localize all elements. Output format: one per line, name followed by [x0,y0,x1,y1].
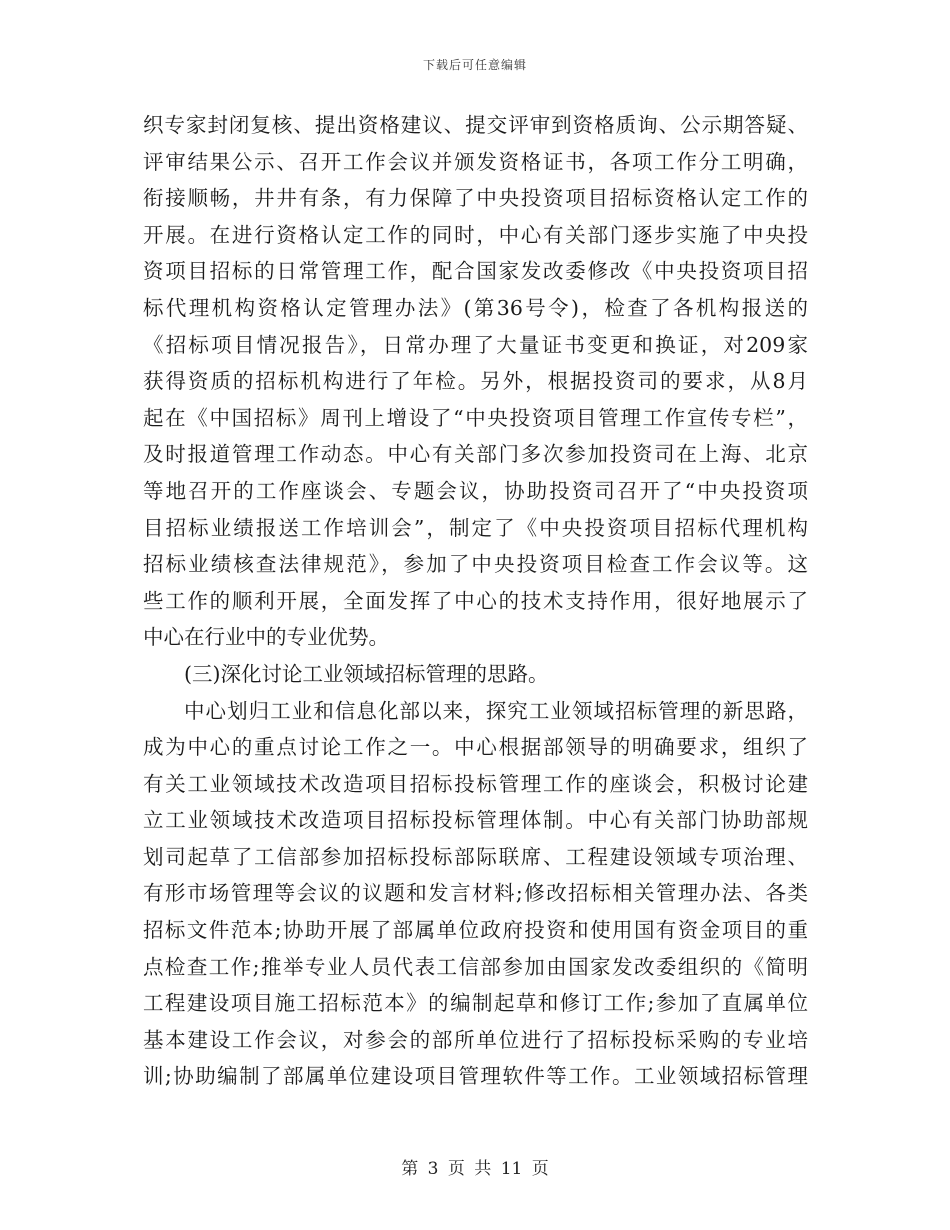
text-line: 衔接顺畅，井井有条，有力保障了中央投资项目招标资格认定工作的 [143,186,808,211]
text-line: 中心划归工业和信息化部以来，探究工业领域招标管理的新思路， [184,698,808,723]
text-line: 获得资质的招标机构进行了年检。另外，根据投资司的要求，从8月 [143,369,808,394]
text-line: (三)深化讨论工业领域招标管理的思路。 [184,661,549,686]
text-line: 《招标项目情况报告》，日常办理了大量证书变更和换证，对209家 [143,332,808,357]
text-line: 起在《中国招标》周刊上增设了“中央投资项目管理工作宣传专栏”， [143,405,808,430]
page-footer: 第 3 页 共 11 页 [401,1159,549,1179]
text-line: 开展。在进行资格认定工作的同时，中心有关部门逐步实施了中央投 [143,222,808,247]
text-line: 目招标业绩报送工作培训会”，制定了《中央投资项目招标代理机构 [143,515,808,540]
text-line: 有关工业领域技术改造项目招标投标管理工作的座谈会，积极讨论建 [143,771,808,796]
text-line: 训;协助编制了部属单位建设项目管理软件等工作。工业领域招标管理 [143,1064,808,1089]
text-line: 评审结果公示、召开工作会议并颁发资格证书，各项工作分工明确， [143,149,808,174]
document-body [143,107,808,1095]
text-line: 织专家封闭复核、提出资格建议、提交评审到资格质询、公示期答疑、 [143,113,808,137]
paragraph [143,693,808,1096]
text-line: 成为中心的重点讨论工作之一。中心根据部领导的明确要求，组织了 [143,735,808,760]
paragraph [143,107,808,656]
text-line: 等地召开的工作座谈会、专题会议，协助投资司召开了“中央投资项 [143,478,808,503]
text-line: 划司起草了工信部参加招标投标部际联席、工程建设领域专项治理、 [143,844,808,869]
section-heading [143,656,808,693]
text-line: 招标文件范本;协助开展了部属单位政府投资和使用国有资金项目的重 [143,918,808,943]
text-line: 中心在行业中的专业优势。 [143,625,389,650]
text-line: 点检查工作;推举专业人员代表工信部参加由国家发改委组织的《简明 [143,954,808,979]
text-line: 招标业绩核查法律规范》，参加了中央投资项目检查工作会议等。这 [143,552,808,577]
text-line: 有形市场管理等会议的议题和发言材料;修改招标相关管理办法、各类 [143,881,808,906]
text-line: 及时报道管理工作动态。中心有关部门多次参加投资司在上海、北京 [143,442,808,467]
page-header: 下载后可任意编辑 [422,58,527,72]
text-line: 些工作的顺利开展，全面发挥了中心的技术支持作用，很好地展示了 [143,588,808,613]
text-line: 立工业领域技术改造项目招标投标管理体制。中心有关部门协助部规 [143,808,808,833]
text-line: 基本建设工作会议，对参会的部所单位进行了招标投标采购的专业培 [143,1027,808,1052]
text-line: 工程建设项目施工招标范本》的编制起草和修订工作;参加了直属单位 [143,991,808,1016]
text-line: 标代理机构资格认定管理办法》(第36号令)，检查了各机构报送的 [143,295,808,320]
text-line: 资项目招标的日常管理工作，配合国家发改委修改《中央投资项目招 [143,259,808,284]
